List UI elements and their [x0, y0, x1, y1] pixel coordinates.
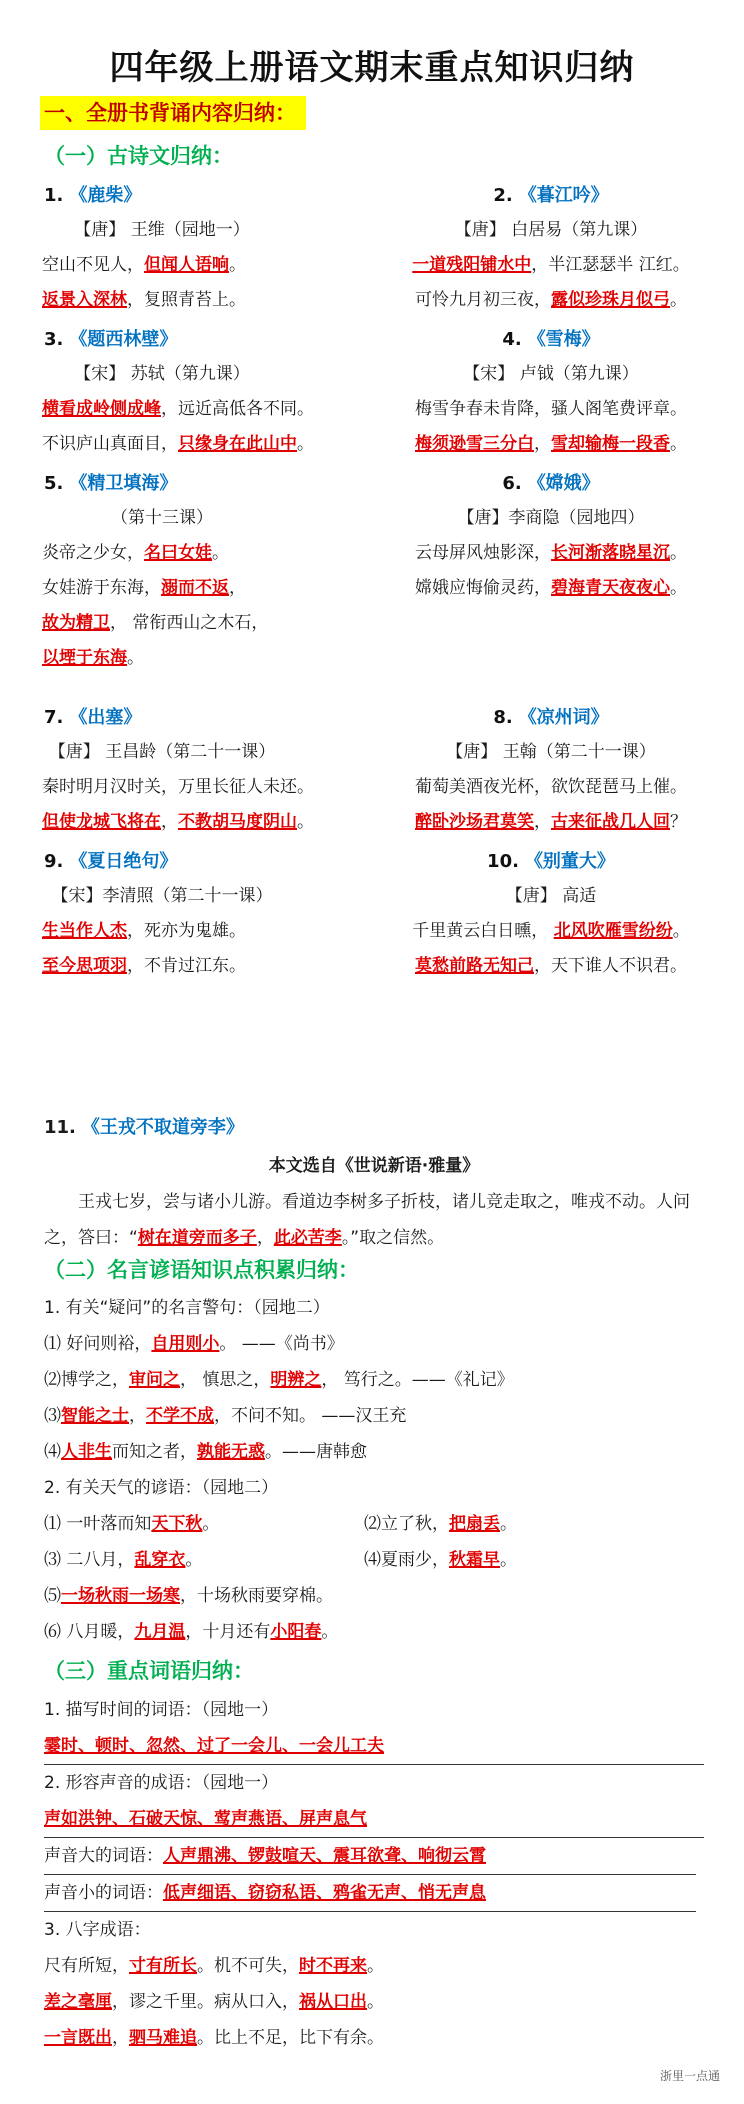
poem-number: 6. [502, 473, 522, 494]
sound-idioms-title: 2. 形容声音的成语：（园地一） [44, 1773, 279, 1793]
poem-author: 【宋】 卢钺（第九课） [463, 364, 639, 384]
poem-number: 11. [44, 1117, 76, 1138]
poem-author: 【唐】 白居易（第九课） [454, 220, 648, 240]
poem-number: 1. [44, 185, 64, 206]
poem-title: 《暮江吟》 [518, 185, 609, 206]
weather-proverbs-title: 2. 有关天气的谚语：（园地二） [44, 1478, 279, 1498]
time-words-title: 1. 描写时间的词语：（园地一） [44, 1700, 279, 1720]
saying-2: ⑵博学之，审问之， 慎思之，明辨之， 笃行之。——《礼记》 [44, 1370, 514, 1390]
poem-source: 本文选自《世说新语·雅量》 [268, 1156, 480, 1176]
poem-9: 9. 《夏日绝句》 【宋】李清照（第二十一课） 生当作人杰，死亦为鬼雄。 至今思项羽，不肯过江东。 [42, 844, 372, 984]
poem-title: 《题西林壁》 [69, 329, 178, 350]
poem-title: 《出塞》 [69, 707, 142, 728]
poem-8: 8. 《凉州词》 【唐】 王翰（第二十一课） 葡萄美酒夜光杯，欲饮琵琶马上催。 醉卧沙场君莫笑，古来征战几人回？ [386, 700, 716, 840]
poem-title: 《鹿柴》 [69, 185, 142, 206]
footer-watermark: 浙里一点通 [659, 2069, 720, 2083]
poem-number: 8. [493, 707, 513, 728]
poem-number: 4. [502, 329, 522, 350]
poem-3: 3. 《题西林壁》 【宋】 苏轼（第九课） 横看成岭侧成峰，远近高低各不同。 不识庐山真面目，只缘身在此山中。 [42, 329, 314, 454]
poem-4: 4. 《雪梅》 【宋】 卢钺（第九课） 梅雪争春未肯降，骚人阁笔费评章。 梅须逊雪三分白，雪却输梅一段香。 [386, 322, 716, 462]
time-words: 霎时、顿时、忽然、过了一会儿、一会儿工夫 [44, 1728, 704, 1765]
poem-number: 9. [44, 851, 64, 872]
poem-author: 【唐】 王昌龄（第二十一课） [48, 742, 276, 762]
subheading-vocabulary: （三）重点词语归纳： [44, 1659, 254, 1683]
poem-1: 1. 《鹿柴》 【唐】 王维（园地一） 空山不见人，但闻人语响。 返景入深林，复照青苔上。 [42, 178, 372, 318]
poem-number: 2. [493, 185, 513, 206]
poem-6: 6. 《嫦娥》 【唐】李商隐（园地四） 云母屏风烛影深，长河渐落晓星沉。 嫦娥应悔偷灵药，碧海青天夜夜心。 [386, 466, 716, 606]
poem-11 [44, 1110, 704, 1256]
proverb-row-4: ⑹ 八月暖，九月温，十月还有小阳春。 [44, 1622, 339, 1642]
poem-title: 《嫦娥》 [527, 473, 600, 494]
eight-char-row-3: 一言既出，驷马难追。比上不足，比下有余。 [44, 2028, 384, 2048]
poem-5: 5. 《精卫填海》 （第十三课） 炎帝之少女，名曰女娃。 女娃游于东海，溺而不返， 故为精卫， 常衔西山之木石， 以堙于东海。 [42, 466, 372, 676]
poem-text: 王戎七岁，尝与诸小儿游。看道边李树多子折枝，诸儿竞走取之，唯戎不动。人问之，答曰：“树在道旁而多子，此必苦李。”取之信然。 [44, 1192, 690, 1248]
proverb-row-1: ⑴ 一叶落而知天下秋。 ⑵立了秋，把扇丢。 [44, 1514, 517, 1534]
poem-number: 10. [487, 851, 519, 872]
proverb-row-3: ⑸一场秋雨一场寒，十场秋雨要穿棉。 [44, 1586, 333, 1606]
poem-number: 7. [44, 707, 64, 728]
poem-7: 7. 《出塞》 【唐】 王昌龄（第二十一课） 秦时明月汉时关，万里长征人未还。 但使龙城飞将在，不教胡马度阴山。 [42, 707, 314, 832]
saying-1: ⑴ 好问则裕，自用则小。 ——《尚书》 [44, 1334, 344, 1354]
poem-title: 《王戎不取道旁李》 [81, 1117, 244, 1138]
page-title: 四年级上册语文期末重点知识归纳 [109, 48, 635, 88]
eight-char-row-2: 差之毫厘，谬之千里。病从口入，祸从口出。 [44, 1992, 384, 2012]
poem-number: 3. [44, 329, 64, 350]
poem-title: 《夏日绝句》 [69, 851, 178, 872]
section-heading-1: 一、全册书背诵内容归纳： [40, 96, 306, 130]
poem-author: （第十三课） [111, 508, 213, 528]
poem-author: 【唐】 王翰（第二十一课） [446, 742, 656, 762]
sound-idioms: 声如洪钟、石破天惊、莺声燕语、屏声息气 [44, 1801, 704, 1838]
subheading-ancient-poems: （一）古诗文归纳： [44, 144, 233, 168]
poem-author: 【唐】李商隐（园地四） [457, 508, 645, 528]
saying-4: ⑷人非生而知之者，孰能无惑。——唐韩愈 [44, 1442, 367, 1462]
poem-10: 10. 《别董大》 【唐】 高适 千里黄云白日曛， 北风吹雁雪纷纷。 莫愁前路无知己，天下谁人不识君。 [386, 844, 716, 984]
loud-words: 声音大的词语：人声鼎沸、锣鼓喧天、震耳欲聋、响彻云霄 [44, 1838, 696, 1875]
poem-title: 《别董大》 [524, 851, 615, 872]
question-sayings-title: 1. 有关“疑问”的名言警句：（园地二） [44, 1298, 330, 1318]
proverb-row-2: ⑶ 二八月，乱穿衣。 ⑷夏雨少，秋霜早。 [44, 1550, 517, 1570]
quiet-words: 声音小的词语：低声细语、窃窃私语、鸦雀无声、悄无声息 [44, 1875, 696, 1912]
saying-3: ⑶智能之士，不学不成，不问不知。 ——汉王充 [44, 1406, 407, 1426]
poem-author: 【宋】李清照（第二十一课） [51, 886, 273, 906]
poem-2: 2. 《暮江吟》 【唐】 白居易（第九课） 一道残阳铺水中，半江瑟瑟半 江红。 可怜九月初三夜，露似珍珠月似弓。 [386, 178, 716, 318]
eight-char-idioms-title: 3. 八字成语： [44, 1920, 151, 1940]
sayings-block [44, 1290, 704, 1650]
poem-author: 【唐】 王维（园地一） [74, 220, 250, 240]
vocabulary-block [44, 1692, 704, 2056]
poem-title: 《雪梅》 [527, 329, 600, 350]
poem-author: 【宋】 苏轼（第九课） [74, 364, 250, 384]
poem-author: 【唐】 高适 [505, 886, 597, 906]
subheading-sayings: （二）名言谚语知识点积累归纳： [44, 1258, 359, 1282]
poem-title: 《凉州词》 [518, 707, 609, 728]
poem-title: 《精卫填海》 [69, 473, 178, 494]
poem-number: 5. [44, 473, 64, 494]
eight-char-row-1: 尺有所短，寸有所长。机不可失，时不再来。 [44, 1956, 384, 1976]
